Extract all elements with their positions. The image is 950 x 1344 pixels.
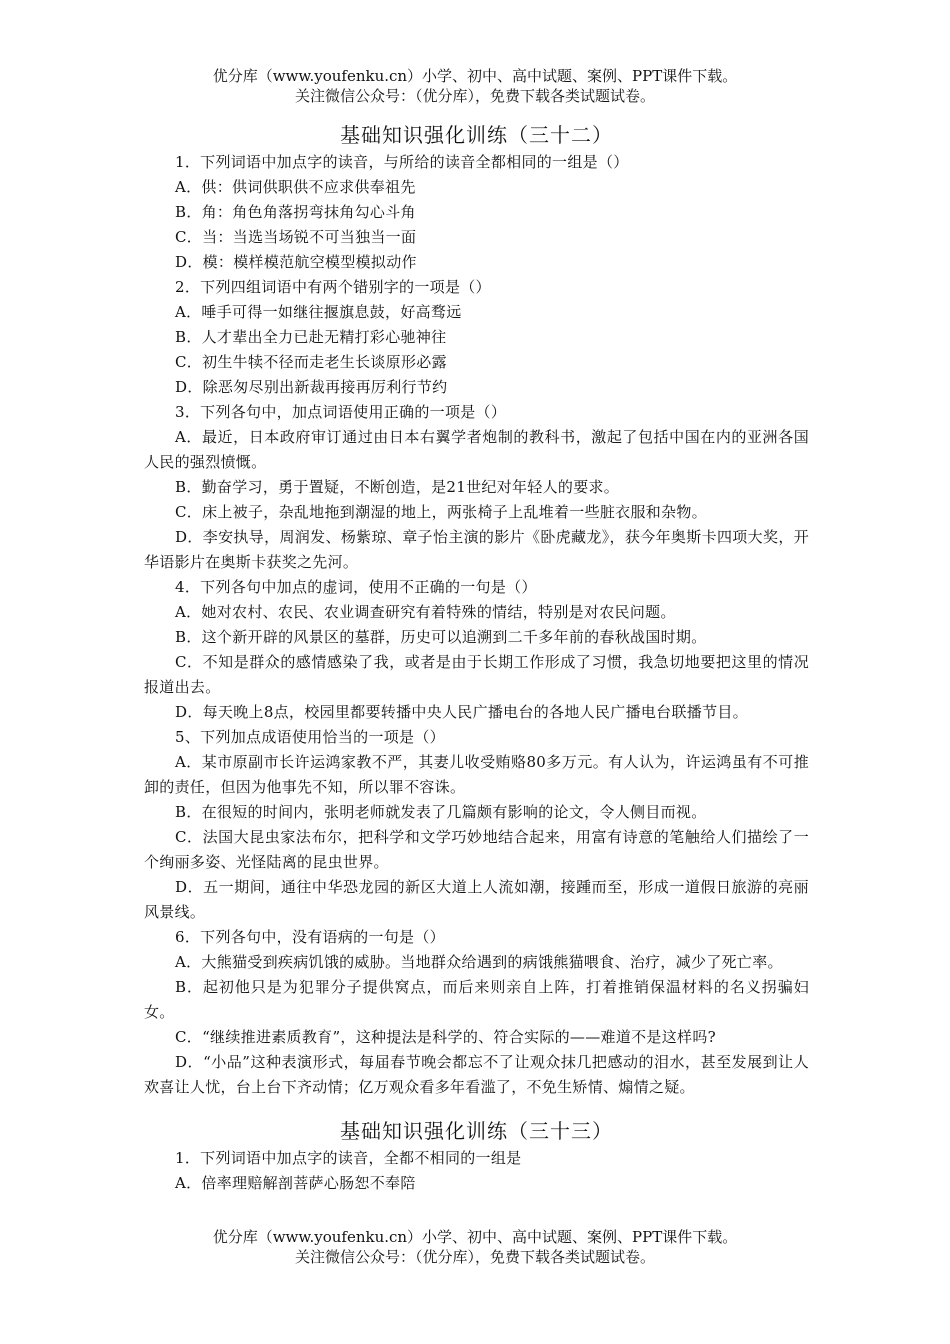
paragraph: A．大熊猫受到疾病饥饿的威胁。当地群众给遇到的病饿熊猫喂食、治疗，减少了死亡率。 <box>175 953 783 971</box>
paragraph: A．唾手可得一如继往揠旗息鼓，好高骛远 <box>175 303 462 321</box>
paragraph: B．人才辈出全力已赴无精打彩心驰神往 <box>175 328 447 346</box>
paragraph: D．李安执导，周润发、杨紫琼、章子怡主演的影片《卧虎藏龙》，获今年奥斯卡四项大奖，开华语影片在奥斯卡获奖之先河。 <box>144 528 809 571</box>
section-title-33: 基础知识强化训练（三十三） <box>340 1119 613 1143</box>
paragraph: A．她对农村、农民、农业调查研究有着特殊的情结，特别是对农民问题。 <box>175 603 676 621</box>
footer-line-2: 关注微信公众号：（优分库），免费下载各类试题试卷。 <box>294 1248 655 1266</box>
paragraph: 6．下列各句中，没有语病的一句是（） <box>175 928 445 946</box>
paragraph: C．法国大昆虫家法布尔，把科学和文学巧妙地结合起来，用富有诗意的笔触给人们描绘了一个绚丽多姿、光怪陆离的昆虫世界。 <box>144 828 809 871</box>
paragraph: A．供：供词供职供不应求供奉祖先 <box>175 178 416 196</box>
paragraph: B．角：角色角落拐弯抹角勾心斗角 <box>175 203 416 221</box>
paragraph: B．这个新开辟的风景区的墓群，历史可以追溯到二千多年前的春秋战国时期。 <box>175 628 707 646</box>
paragraph: C．不知是群众的感情感染了我，或者是由于长期工作形成了习惯，我急切地要把这里的情况报道出去。 <box>144 653 809 696</box>
paragraph: D．模：模样模范航空模型模拟动作 <box>175 253 417 271</box>
paragraph: 5、下列加点成语使用恰当的一项是（） <box>175 728 445 746</box>
paragraph: C．当：当选当场锐不可当独当一面 <box>175 228 417 246</box>
paragraph: 1．下列词语中加点字的读音，与所给的读音全都相同的一组是（） <box>175 153 629 171</box>
paragraph: A．某市原副市长许运鸿家教不严，其妻儿收受贿赂80多万元。有人认为，许运鸿虽有不可推卸的责任，但因为他事先不知，所以罪不容诛。 <box>144 753 809 796</box>
header-line-2: 关注微信公众号：（优分库），免费下载各类试题试卷。 <box>294 87 655 105</box>
paragraph: 4．下列各句中加点的虚词，使用不正确的一句是（） <box>175 578 537 596</box>
page-header <box>0 66 950 106</box>
paragraph: C．初生牛犊不径而走老生长谈原形必露 <box>175 353 447 371</box>
paragraph: B．起初他只是为犯罪分子提供窝点，而后来则亲自上阵，打着推销保温材料的名义拐骗妇女。 <box>144 978 809 1021</box>
paragraph: 2．下列四组词语中有两个错别字的一项是（） <box>175 278 491 296</box>
paragraph: B．在很短的时间内，张明老师就发表了几篇颇有影响的论文，令人侧目而视。 <box>175 803 707 821</box>
paragraph: D．五一期间，通往中华恐龙园的新区大道上人流如潮，接踵而至，形成一道假日旅游的亮丽风景线。 <box>144 878 809 921</box>
paragraph: D．除恶匆尽别出新裁再接再厉利行节约 <box>175 378 448 396</box>
paragraph: C．床上被子，杂乱地拖到潮湿的地上，两张椅子上乱堆着一些脏衣服和杂物。 <box>175 503 707 521</box>
footer-line-1: 优分库（www.youfenku.cn）小学、初中、高中试题、案例、PPT课件下载。 <box>212 1228 738 1246</box>
paragraph: 3．下列各句中，加点词语使用正确的一项是（） <box>175 403 507 421</box>
paragraph: 1．下列词语中加点字的读音，全都不相同的一组是 <box>175 1149 522 1167</box>
paragraph: D．“小品”这种表演形式，每届春节晚会都忘不了让观众抹几把感动的泪水，甚至发展到让人欢喜让人忧，台上台下齐动情；亿万观众看多年看滥了，不免生矫情、煽情之疑。 <box>144 1053 809 1096</box>
paragraph: C．“继续推进素质教育”，这种提法是科学的、符合实际的——难道不是这样吗? <box>175 1028 716 1046</box>
paragraph: A．倍率理赔解剖菩萨心肠恕不奉陪 <box>175 1174 416 1192</box>
paragraph: D．每天晚上8点，校园里都要转播中央人民广播电台的各地人民广播电台联播节目。 <box>175 703 748 721</box>
document-body <box>144 120 809 1196</box>
page-footer <box>0 1227 950 1267</box>
paragraph: B．勤奋学习，勇于置疑，不断创造，是21世纪对年轻人的要求。 <box>175 478 620 496</box>
section-title-32: 基础知识强化训练（三十二） <box>340 123 613 147</box>
header-line-1: 优分库（www.youfenku.cn）小学、初中、高中试题、案例、PPT课件下载。 <box>212 67 738 85</box>
paragraph: A．最近，日本政府审订通过由日本右翼学者炮制的教科书，激起了包括中国在内的亚洲各国人民的强烈愤慨。 <box>144 428 809 471</box>
